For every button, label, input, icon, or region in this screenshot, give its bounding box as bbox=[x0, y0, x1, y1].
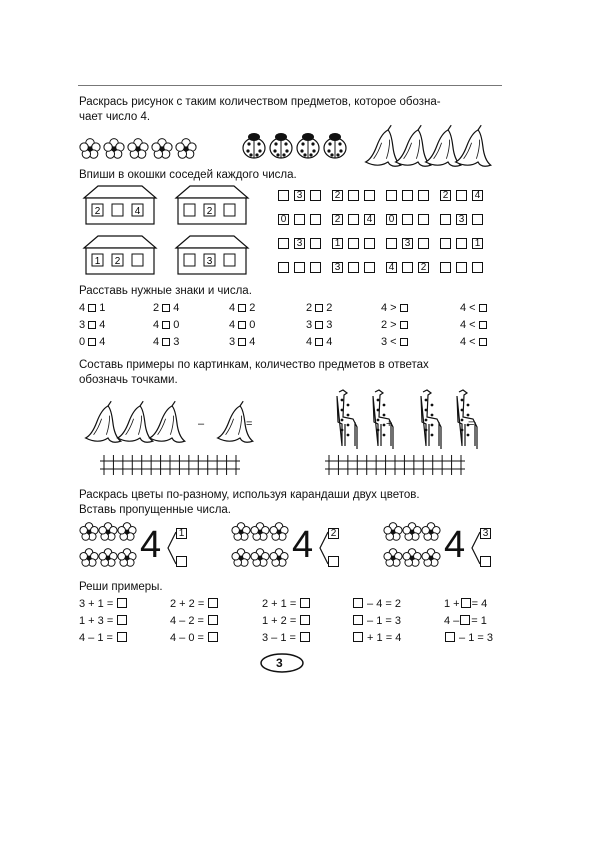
sign-left: 4 bbox=[153, 336, 163, 348]
flower-icon bbox=[251, 523, 269, 541]
neighbor-cell[interactable]: 3 bbox=[456, 214, 467, 225]
house-number: 2 bbox=[94, 206, 101, 217]
sign-box[interactable] bbox=[88, 321, 96, 329]
answer-box[interactable] bbox=[445, 632, 455, 642]
neighbor-cell[interactable] bbox=[310, 190, 321, 201]
neighbor-cell[interactable] bbox=[418, 238, 429, 249]
flower-icon bbox=[118, 523, 136, 541]
example bbox=[444, 615, 487, 627]
neighbor-cell[interactable] bbox=[348, 190, 359, 201]
example bbox=[444, 598, 487, 610]
sign-left: 4 < bbox=[460, 336, 479, 348]
house-number: 1 bbox=[94, 256, 101, 267]
sign-box[interactable] bbox=[238, 304, 246, 312]
example-text: 3 + 1 = bbox=[79, 598, 117, 610]
answer-box[interactable] bbox=[300, 615, 310, 625]
sign-right: 4 bbox=[246, 336, 256, 348]
example bbox=[170, 615, 219, 627]
sign-left: 4 bbox=[229, 302, 239, 314]
neighbor-cell[interactable] bbox=[440, 238, 451, 249]
answer-box[interactable] bbox=[300, 598, 310, 608]
composition-whole: 4 bbox=[140, 524, 162, 566]
neighbor-cell[interactable] bbox=[278, 262, 289, 273]
sign-left: 4 bbox=[306, 336, 316, 348]
example bbox=[79, 632, 128, 644]
answer-box[interactable] bbox=[460, 615, 470, 625]
sign-exercise bbox=[460, 302, 487, 314]
sign-right: 4 bbox=[96, 336, 106, 348]
composition-flowers bbox=[232, 522, 292, 570]
sign-box[interactable] bbox=[162, 338, 170, 346]
flower-icon bbox=[80, 139, 100, 159]
sign-exercise bbox=[306, 302, 332, 314]
neighbor-cell[interactable] bbox=[402, 262, 413, 273]
flower-icon bbox=[422, 523, 440, 541]
neighbor-cell[interactable] bbox=[310, 262, 321, 273]
task6-text: Реши примеры. bbox=[79, 581, 163, 593]
flower-icon bbox=[270, 549, 288, 567]
flower-icon bbox=[384, 523, 402, 541]
composition-whole: 4 bbox=[444, 524, 466, 566]
example-text: 4 – 1 = bbox=[79, 632, 117, 644]
answer-box[interactable] bbox=[353, 632, 363, 642]
flower-icon bbox=[270, 523, 288, 541]
answer-box[interactable] bbox=[208, 632, 218, 642]
sign-right: 1 bbox=[96, 302, 106, 314]
house-window[interactable] bbox=[224, 204, 235, 216]
giraffe-icon bbox=[337, 390, 357, 449]
page-number: 3 bbox=[276, 656, 283, 670]
neighbor-cell[interactable] bbox=[440, 214, 451, 225]
bell-icon bbox=[456, 125, 491, 166]
sign-box[interactable] bbox=[315, 304, 323, 312]
house-window[interactable] bbox=[184, 204, 195, 216]
answer-box[interactable] bbox=[208, 598, 218, 608]
sign-exercise bbox=[306, 319, 332, 331]
flower-icon bbox=[99, 523, 117, 541]
house bbox=[176, 186, 248, 224]
example-text: 2 + 2 = bbox=[170, 598, 208, 610]
composition-flowers bbox=[80, 522, 140, 570]
neighbor-cell[interactable] bbox=[310, 238, 321, 249]
example-text: 1 + 2 = bbox=[262, 615, 300, 627]
example-text: – 1 = 3 bbox=[456, 632, 494, 644]
house-number: 4 bbox=[134, 206, 141, 217]
example bbox=[262, 632, 311, 644]
top-rule bbox=[78, 85, 502, 86]
sign-right: 2 bbox=[323, 302, 333, 314]
answer-box[interactable] bbox=[117, 632, 127, 642]
neighbor-cell[interactable]: 3 bbox=[332, 262, 343, 273]
neighbor-cell[interactable] bbox=[278, 238, 289, 249]
sign-box[interactable] bbox=[400, 304, 408, 312]
house-number: 2 bbox=[114, 256, 121, 267]
example bbox=[79, 615, 128, 627]
sign-exercise bbox=[229, 336, 255, 348]
neighbor-cell[interactable] bbox=[386, 238, 397, 249]
flower-icon bbox=[403, 549, 421, 567]
ladybugs-row bbox=[240, 128, 355, 162]
sign-exercise bbox=[79, 302, 105, 314]
answer-dots-strip-right[interactable] bbox=[325, 455, 475, 477]
example-text: 1 + 3 = bbox=[79, 615, 117, 627]
neighbor-cell[interactable] bbox=[294, 262, 305, 273]
sign-right: 3 bbox=[323, 319, 333, 331]
neighbor-cell[interactable] bbox=[364, 190, 375, 201]
sign-right: 4 bbox=[96, 319, 106, 331]
house-window[interactable] bbox=[184, 254, 195, 266]
neighbor-cell[interactable] bbox=[440, 262, 451, 273]
task2-text: Впиши в окошки соседей каждого числа. bbox=[79, 169, 297, 181]
sign-box[interactable] bbox=[479, 321, 487, 329]
sign-exercise bbox=[306, 336, 332, 348]
neighbor-cell[interactable] bbox=[364, 238, 375, 249]
flower-icon bbox=[118, 549, 136, 567]
neighbor-cell[interactable] bbox=[348, 262, 359, 273]
houses-group bbox=[80, 186, 260, 276]
example bbox=[352, 615, 401, 627]
neighbor-cell[interactable] bbox=[278, 190, 289, 201]
flower-icon bbox=[232, 549, 250, 567]
flower-icon bbox=[128, 139, 148, 159]
sign-left: 2 bbox=[153, 302, 163, 314]
bells-subtraction-picture bbox=[88, 398, 258, 450]
sign-left: 4 bbox=[79, 302, 89, 314]
answer-box[interactable] bbox=[353, 615, 363, 625]
composition-bottom-box[interactable] bbox=[480, 556, 491, 567]
sign-left: 4 bbox=[153, 319, 163, 331]
sign-left: 4 > bbox=[381, 302, 400, 314]
sign-left: 2 bbox=[306, 302, 316, 314]
answer-box[interactable] bbox=[353, 598, 363, 608]
sign-exercise bbox=[153, 319, 179, 331]
example-text: 4 – bbox=[444, 615, 460, 627]
flower-icon bbox=[422, 549, 440, 567]
example-text: – 1 = 3 bbox=[364, 615, 402, 627]
neighbor-cell[interactable]: 3 bbox=[402, 238, 413, 249]
composition-flowers bbox=[384, 522, 444, 570]
neighbor-cell[interactable] bbox=[456, 190, 467, 201]
flower-icon bbox=[80, 549, 98, 567]
example-text: 1 + bbox=[444, 598, 460, 610]
ladybug-icon bbox=[243, 133, 265, 158]
sign-left: 3 bbox=[306, 319, 316, 331]
answer-box[interactable] bbox=[117, 598, 127, 608]
composition-whole: 4 bbox=[292, 524, 314, 566]
neighbor-cell[interactable]: 1 bbox=[332, 238, 343, 249]
neighbor-cell[interactable]: 1 bbox=[472, 238, 483, 249]
sign-exercise bbox=[153, 336, 179, 348]
neighbor-cell[interactable] bbox=[456, 238, 467, 249]
neighbor-cell[interactable] bbox=[472, 262, 483, 273]
sign-left: 3 bbox=[79, 319, 89, 331]
sign-box[interactable] bbox=[479, 304, 487, 312]
composition-bottom-box[interactable] bbox=[176, 556, 187, 567]
sign-right: 0 bbox=[170, 319, 180, 331]
neighbor-cell[interactable] bbox=[386, 190, 397, 201]
equals-sign-left: = bbox=[246, 418, 253, 430]
neighbor-cell[interactable] bbox=[402, 190, 413, 201]
example bbox=[79, 598, 128, 610]
bell-icon bbox=[118, 401, 153, 442]
flower-icon bbox=[384, 549, 402, 567]
answer-box[interactable] bbox=[208, 615, 218, 625]
example bbox=[170, 598, 219, 610]
example-text: = 1 bbox=[471, 615, 487, 627]
example bbox=[170, 632, 219, 644]
flower-icon bbox=[104, 139, 124, 159]
composition-top-box[interactable]: 1 bbox=[176, 528, 187, 539]
example bbox=[352, 632, 401, 644]
flowers-row bbox=[78, 136, 218, 162]
sign-right: 2 bbox=[246, 302, 256, 314]
answer-box[interactable] bbox=[461, 598, 471, 608]
house-number: 3 bbox=[206, 256, 213, 267]
sign-left: 3 bbox=[229, 336, 239, 348]
neighbor-cell[interactable] bbox=[418, 190, 429, 201]
sign-box[interactable] bbox=[162, 321, 170, 329]
flower-icon bbox=[80, 523, 98, 541]
house bbox=[84, 236, 156, 274]
giraffe-icon bbox=[421, 390, 441, 449]
neighbor-cell[interactable] bbox=[348, 214, 359, 225]
neighbor-cell[interactable]: 3 bbox=[294, 238, 305, 249]
sign-left: 4 bbox=[229, 319, 239, 331]
sign-exercise bbox=[229, 302, 255, 314]
sign-exercise bbox=[79, 336, 105, 348]
neighbor-cell[interactable]: 2 bbox=[332, 214, 343, 225]
example-text: + 1 = 4 bbox=[364, 632, 402, 644]
sign-exercise bbox=[381, 319, 408, 331]
bells-row bbox=[370, 122, 500, 168]
example-text: 2 + 1 = bbox=[262, 598, 300, 610]
bell-icon bbox=[150, 401, 185, 442]
sign-exercise bbox=[460, 336, 487, 348]
neighbor-cell[interactable] bbox=[310, 214, 321, 225]
neighbor-cell[interactable] bbox=[402, 214, 413, 225]
composition-top-box[interactable]: 2 bbox=[328, 528, 339, 539]
task5-text-line2: Вставь пропущенные числа. bbox=[79, 504, 231, 516]
neighbor-cell[interactable]: 4 bbox=[364, 214, 375, 225]
sign-left: 4 < bbox=[460, 319, 479, 331]
sign-exercise bbox=[381, 336, 408, 348]
task4-text-line2: обозначь точками. bbox=[79, 374, 178, 386]
flower-icon bbox=[403, 523, 421, 541]
bell-icon bbox=[396, 125, 431, 166]
neighbor-cell[interactable]: 2 bbox=[440, 190, 451, 201]
neighbor-cell[interactable] bbox=[456, 262, 467, 273]
sign-right: 4 bbox=[170, 302, 180, 314]
neighbor-cell[interactable]: 2 bbox=[418, 262, 429, 273]
bell-icon bbox=[426, 125, 461, 166]
sign-box[interactable] bbox=[315, 338, 323, 346]
composition-bottom-box[interactable] bbox=[328, 556, 339, 567]
sign-exercise bbox=[79, 319, 105, 331]
example-text: 3 – 1 = bbox=[262, 632, 300, 644]
bell-icon bbox=[86, 401, 121, 442]
flower-icon bbox=[99, 549, 117, 567]
house-window[interactable] bbox=[132, 254, 143, 266]
task1-text-line2: чает число 4. bbox=[79, 111, 151, 123]
ladybug-icon bbox=[270, 133, 292, 158]
neighbor-cell[interactable]: 4 bbox=[472, 190, 483, 201]
sign-right: 0 bbox=[246, 319, 256, 331]
example-text: = 4 bbox=[471, 598, 488, 610]
task4-text-line1: Составь примеры по картинкам, количество предметов в ответах bbox=[79, 359, 429, 371]
house bbox=[84, 186, 156, 224]
house-window[interactable] bbox=[112, 204, 123, 216]
task1-text-line1: Раскрась рисунок с таким количеством предметов, которое обозна- bbox=[79, 96, 441, 108]
neighbor-cell[interactable]: 0 bbox=[278, 214, 289, 225]
sign-right: 3 bbox=[170, 336, 180, 348]
neighbor-cell[interactable] bbox=[348, 238, 359, 249]
neighbor-cell[interactable]: 2 bbox=[332, 190, 343, 201]
neighbor-cell[interactable] bbox=[418, 214, 429, 225]
sign-box[interactable] bbox=[315, 321, 323, 329]
minus-sign: – bbox=[198, 418, 205, 430]
answer-box[interactable] bbox=[117, 615, 127, 625]
sign-box[interactable] bbox=[162, 304, 170, 312]
sign-left: 3 < bbox=[381, 336, 400, 348]
task5-text-line1: Раскрась цветы по-разному, используя карандаши двух цветов. bbox=[79, 489, 420, 501]
answer-dots-strip-left[interactable] bbox=[100, 455, 250, 477]
sign-box[interactable] bbox=[238, 338, 246, 346]
answer-box[interactable] bbox=[300, 632, 310, 642]
sign-box[interactable] bbox=[238, 321, 246, 329]
composition-top-box[interactable]: 3 bbox=[480, 528, 491, 539]
neighbor-cell[interactable]: 3 bbox=[294, 190, 305, 201]
neighbor-cell[interactable] bbox=[294, 214, 305, 225]
flower-icon bbox=[176, 139, 196, 159]
flower-icon bbox=[232, 523, 250, 541]
equals-sign-right: = bbox=[468, 418, 475, 430]
sign-exercise bbox=[460, 319, 487, 331]
house-window[interactable] bbox=[224, 254, 235, 266]
example bbox=[352, 598, 401, 610]
task3-text: Расставь нужные знаки и числа. bbox=[79, 285, 252, 297]
example bbox=[262, 615, 311, 627]
flower-icon bbox=[152, 139, 172, 159]
sign-exercise bbox=[381, 302, 408, 314]
ladybug-icon bbox=[324, 133, 346, 158]
neighbor-cell[interactable]: 4 bbox=[386, 262, 397, 273]
example bbox=[444, 632, 493, 644]
bell-icon bbox=[366, 125, 401, 166]
example-text: 4 – 2 = bbox=[170, 615, 208, 627]
sign-left: 2 > bbox=[381, 319, 400, 331]
sign-left: 4 < bbox=[460, 302, 479, 314]
sign-box[interactable] bbox=[479, 338, 487, 346]
sign-box[interactable] bbox=[400, 338, 408, 346]
neighbor-cell[interactable]: 0 bbox=[386, 214, 397, 225]
ladybug-icon bbox=[297, 133, 319, 158]
neighbor-cell[interactable] bbox=[472, 214, 483, 225]
example-text: – 4 = 2 bbox=[364, 598, 402, 610]
house bbox=[176, 236, 248, 274]
sign-box[interactable] bbox=[88, 304, 96, 312]
sign-left: 0 bbox=[79, 336, 89, 348]
sign-box[interactable] bbox=[88, 338, 96, 346]
sign-right: 4 bbox=[323, 336, 333, 348]
example-text: 4 – 0 = bbox=[170, 632, 208, 644]
giraffes-addition-picture bbox=[325, 386, 485, 452]
example bbox=[262, 598, 311, 610]
plus-sign: + bbox=[386, 418, 393, 430]
neighbor-cell[interactable] bbox=[364, 262, 375, 273]
flower-icon bbox=[251, 549, 269, 567]
sign-exercise bbox=[229, 319, 255, 331]
house-number: 2 bbox=[206, 206, 213, 217]
sign-exercise bbox=[153, 302, 179, 314]
sign-box[interactable] bbox=[400, 321, 408, 329]
